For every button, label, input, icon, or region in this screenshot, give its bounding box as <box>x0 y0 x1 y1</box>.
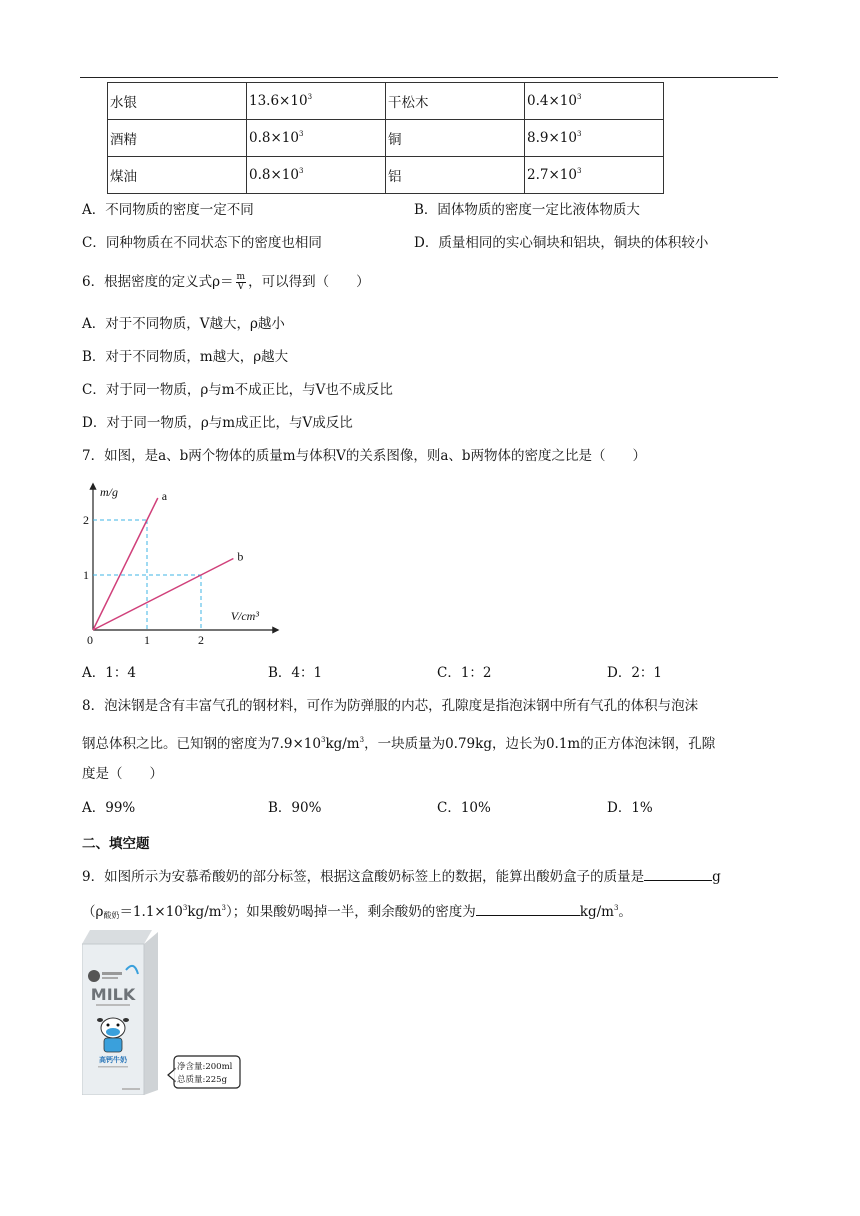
net-content-label: 净含量:200ml <box>177 1062 233 1072</box>
q5-option-d: D．质量相同的实心铜块和铝块，铜块的体积较小 <box>414 235 709 251</box>
table-cell: $8.9\times 10^3$ <box>525 120 664 157</box>
y-tick-label: 2 <box>83 513 89 527</box>
y-axis-label: m/g <box>100 485 118 499</box>
q8-option-c: C．10% <box>437 800 491 816</box>
origin-label: 0 <box>87 633 93 647</box>
q6-option-c: C．对于同一物质，ρ与m不成正比，与V也不成反比 <box>82 382 393 398</box>
table-cell: $0.4\times 10^3$ <box>525 83 664 120</box>
q8-option-b: B．90% <box>268 800 322 816</box>
x-tick-label: 1 <box>144 633 150 647</box>
table-cell: $13.6\times 10^3$ <box>247 83 386 120</box>
mass-volume-chart <box>82 478 282 648</box>
table-row <box>108 83 664 120</box>
q7-option-c: C．1：2 <box>437 665 492 681</box>
table-cell: 水银 <box>108 83 247 120</box>
table-cell: $2.7\times 10^3$ <box>525 157 664 194</box>
series-line-b <box>93 559 233 631</box>
q8-line2: 钢总体积之比。已知钢的密度为$7.9\times 10^3kg/m^3$，一块质量为0.79kg，边长为0.1m的正方体泡沫钢，孔隙 <box>82 736 716 752</box>
q5-option-a: A．不同物质的密度一定不同 <box>82 202 254 218</box>
q7-option-d: D．2：1 <box>607 665 663 681</box>
header-rule <box>80 77 778 78</box>
milk-product: 高钙牛奶 <box>99 1056 127 1064</box>
table-cell: $0.8\times 10^3$ <box>247 157 386 194</box>
y-tick-label: 1 <box>83 568 89 582</box>
series-label-b: b <box>237 549 244 564</box>
table-cell: 酒精 <box>108 120 247 157</box>
section-title: 二、填空题 <box>82 836 150 852</box>
q6-option-b: B．对于不同物质，m越大，ρ越大 <box>82 349 289 365</box>
density-fraction: $\frac{m}{V}$ <box>236 272 246 292</box>
table-cell: 干松木 <box>386 83 525 120</box>
table-cell: 铜 <box>386 120 525 157</box>
q6-option-d: D．对于同一物质，ρ与m成正比，与V成反比 <box>82 415 353 431</box>
q7-stem: 7．如图，是a、b两个物体的质量m与体积V的关系图像，则a、b两物体的密度之比是（ ） <box>82 448 647 464</box>
q5-option-c: C．同种物质在不同状态下的密度也相同 <box>82 235 322 251</box>
total-mass-label: 总质量:225g <box>177 1075 228 1085</box>
q9-line2: $(\rho_{酸奶}=1.1\times 10^3kg/m^3)$；如果酸奶喝掉一半，剩余酸奶的密度为 $kg/m^3$。 <box>82 898 632 926</box>
series-label-a: a <box>161 489 168 503</box>
x-tick-label: 2 <box>198 633 204 647</box>
milk-carton-image <box>82 930 242 1095</box>
table-cell: $0.8\times 10^3$ <box>247 120 386 157</box>
q6-option-a: A．对于不同物质，V越大，ρ越小 <box>82 316 285 332</box>
q9-line1: 9．如图所示为安慕希酸奶的部分标签，根据这盒酸奶标签上的数据，能算出酸奶盒子的质量是 g <box>82 866 721 887</box>
table-cell: 煤油 <box>108 157 247 194</box>
density-table <box>107 82 664 194</box>
series-line-a <box>93 498 158 630</box>
answer-blank[interactable] <box>476 901 580 916</box>
milk-brand: MILK <box>90 985 136 1004</box>
q8-option-d: D．1% <box>607 800 653 816</box>
table-row <box>108 120 664 157</box>
table-row <box>108 157 664 194</box>
x-axis-label: V/cm³ <box>230 609 259 623</box>
q7-option-a: A．1：4 <box>82 665 136 681</box>
table-cell: 铝 <box>386 157 525 194</box>
q8-line3: 度是（ ） <box>82 766 163 782</box>
q6-stem: 6．根据密度的定义式ρ＝ $\frac{m}{V}$ ，可以得到（ ） <box>82 272 370 292</box>
q8-line1: 8．泡沫钢是含有丰富气孔的钢材料，可作为防弹服的内芯，孔隙度是指泡沫钢中所有气孔的体积与泡沫 <box>82 698 699 714</box>
answer-blank[interactable] <box>644 866 712 881</box>
q8-option-a: A．99% <box>82 800 136 816</box>
q7-option-b: B．4：1 <box>268 665 323 681</box>
q5-option-b: B．固体物质的密度一定比液体物质大 <box>414 202 640 218</box>
